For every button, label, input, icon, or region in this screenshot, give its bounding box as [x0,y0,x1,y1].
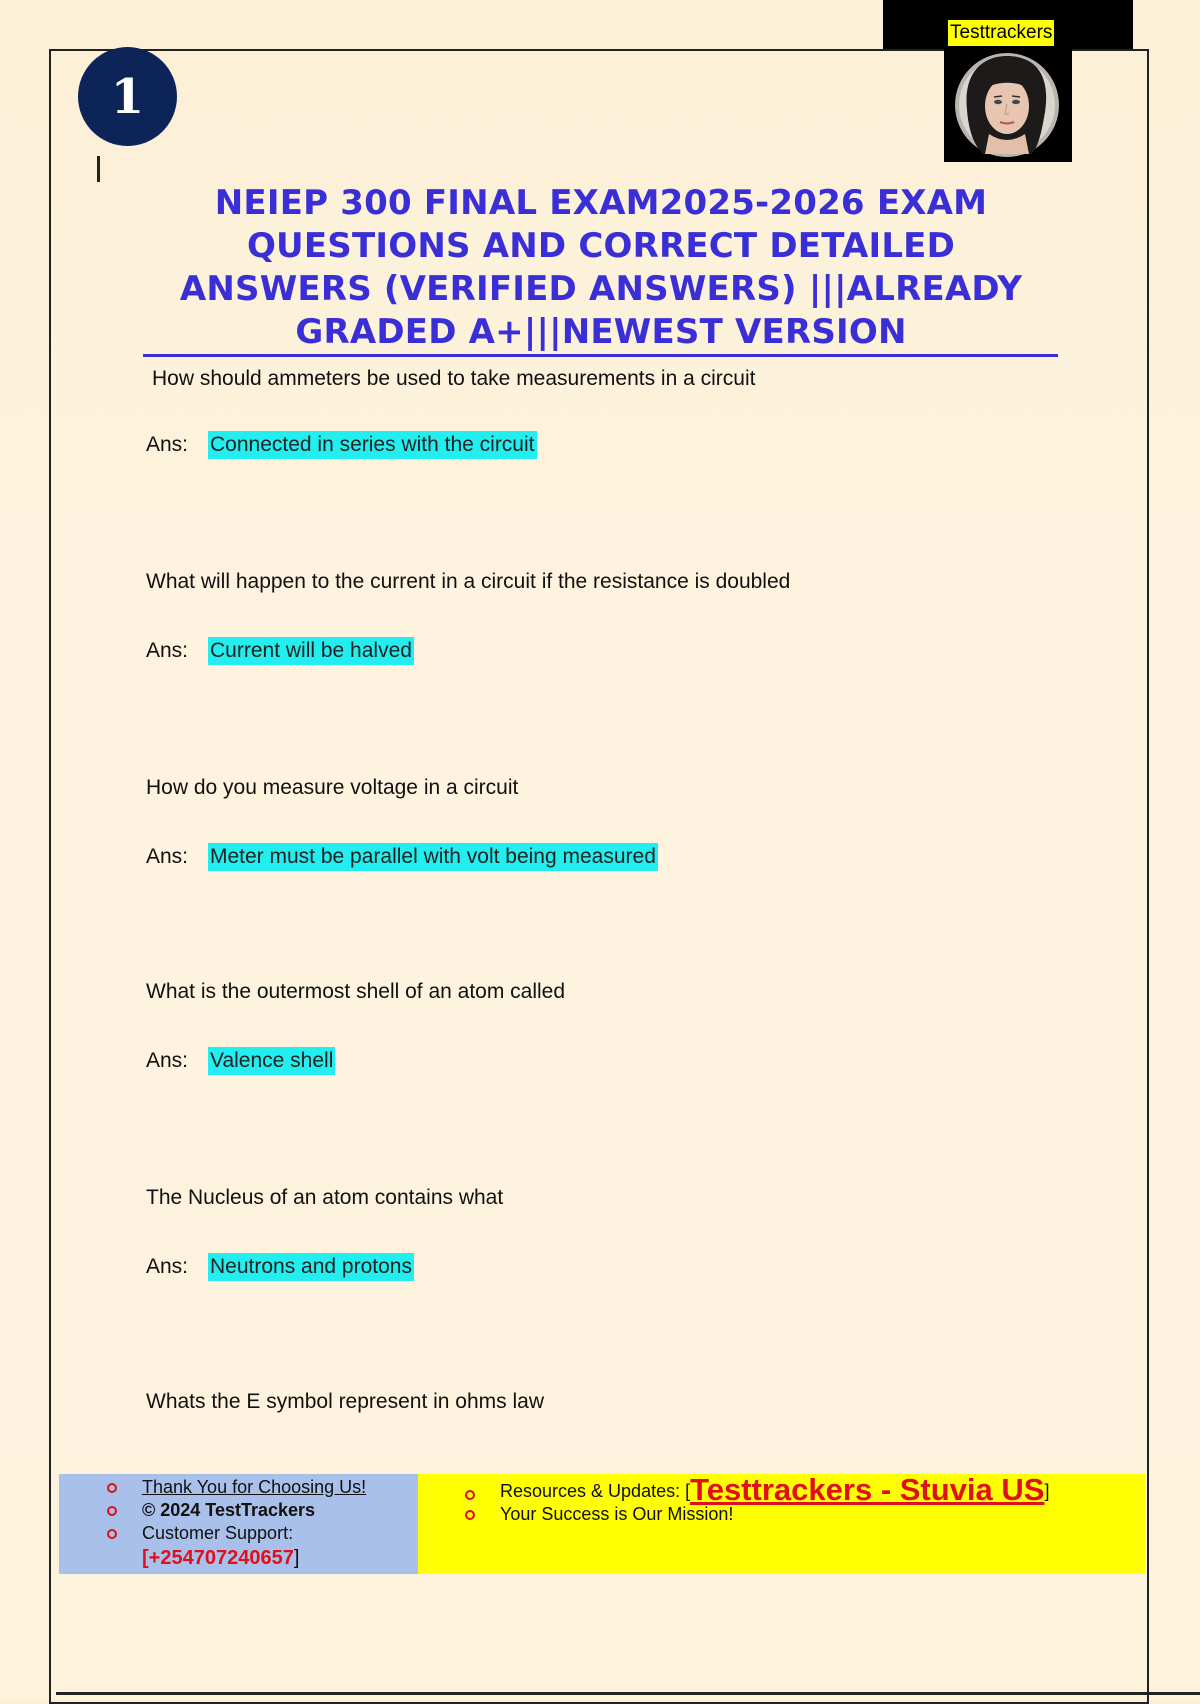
footer-resources-item [418,1472,1145,1507]
link-bracket-close: ] [1044,1481,1050,1501]
title-underline [143,354,1058,357]
question-text: What is the outermost shell of an atom called [146,980,566,1003]
avatar-portrait-icon [945,50,1071,161]
phone-bracket-open: [ [142,1547,149,1569]
document-title: NEIEP 300 FINAL EXAM2025-2026 EXAM QUESTIONS AND CORRECT DETAILED ANSWERS (VERIFIED ANSWERS) |||ALREADY GRADED A+|||NEWEST VERSION [179,183,1023,352]
answer-label: Ans: [146,433,189,456]
footer-resources-label: Resources & Updates: [500,1481,686,1501]
page-number-badge: 1 [78,47,177,146]
bottom-rule [56,1692,1200,1695]
footer-resources-panel [418,1474,1145,1574]
footer-mission-item [418,1503,1145,1526]
question-text: The Nucleus of an atom contains what [146,1186,504,1209]
answer-highlight: Connected in series with the circuit [208,431,537,459]
answer-label: Ans: [146,845,189,868]
answer-row [146,637,414,665]
answer-row [146,1253,414,1281]
footer-copyright: © 2024 TestTrackers [142,1500,316,1520]
bullet-icon [107,1506,117,1516]
text-cursor [97,156,100,182]
stuvia-store-link[interactable]: Testtrackers - Stuvia US [690,1472,1045,1507]
brand-label: Testtrackers [948,20,1054,46]
question-text: What will happen to the current in a circuit if the resistance is doubled [146,570,791,593]
phone-bracket-close: ] [293,1547,300,1569]
author-avatar [944,49,1072,162]
bullet-icon [465,1510,475,1520]
footer-mission: Your Success is Our Mission! [500,1504,734,1524]
link-bracket-open: [ [685,1481,691,1501]
support-phone-link[interactable]: +254707240657 [148,1547,294,1569]
footer-contact-panel [59,1474,418,1574]
answer-highlight: Neutrons and protons [208,1253,414,1281]
answer-label: Ans: [146,1049,189,1072]
footer-support-item [59,1522,418,1545]
footer-thanks: Thank You for Choosing Us! [142,1477,367,1497]
answer-label: Ans: [146,639,189,662]
question-text: How do you measure voltage in a circuit [146,776,519,799]
answer-highlight: Meter must be parallel with volt being measured [208,843,658,871]
answer-highlight: Valence shell [208,1047,335,1075]
answer-highlight: Current will be halved [208,637,414,665]
answer-label: Ans: [146,1255,189,1278]
question-text: Whats the E symbol represent in ohms law [146,1390,544,1413]
question-text: How should ammeters be used to take measurements in a circuit [152,367,756,390]
bullet-icon [107,1529,117,1539]
answer-row [146,843,658,871]
footer-thanks-item [59,1476,418,1499]
answer-row [146,1047,335,1075]
bullet-icon [465,1490,475,1500]
footer-support-label: Customer Support: [142,1523,294,1543]
footer-phone-line [59,1545,418,1571]
answer-row [146,431,537,459]
footer-copyright-item [59,1499,418,1522]
bullet-icon [107,1483,117,1493]
